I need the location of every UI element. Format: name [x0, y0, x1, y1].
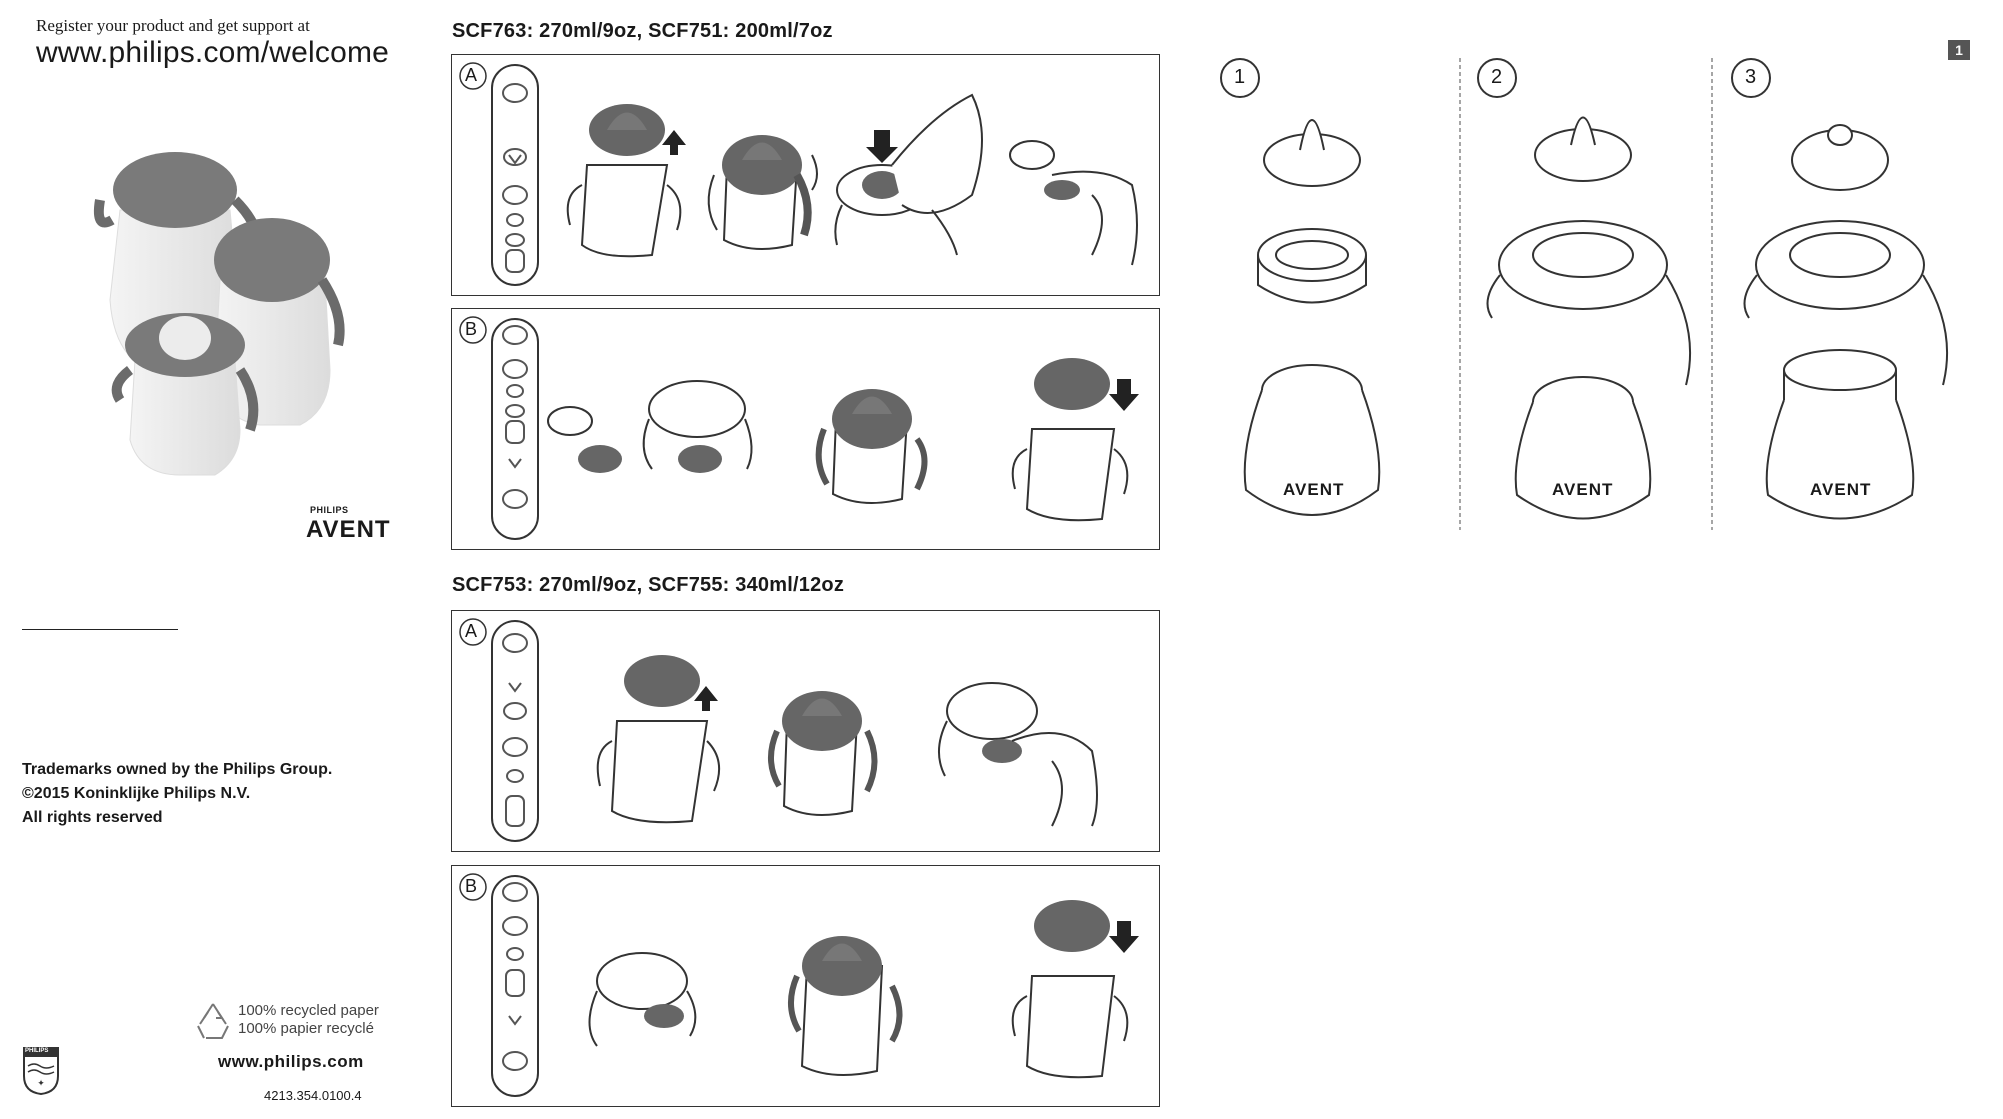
recycled-paper-fr: 100% papier recyclé — [238, 1020, 374, 1037]
section-title-1: SCF763: 270ml/9oz, SCF751: 200ml/7oz — [452, 20, 833, 42]
bottle-brand-3: AVENT — [1810, 480, 1872, 499]
part-number: 4213.354.0100.4 — [264, 1088, 362, 1103]
trademark-block — [22, 758, 332, 830]
section-title-2: SCF753: 270ml/9oz, SCF755: 340ml/12oz — [452, 574, 845, 596]
panel-1a — [451, 54, 1160, 296]
panel-2b-illustration — [452, 866, 1159, 1106]
bottle-brand-1: AVENT — [1283, 480, 1345, 499]
register-text: Register your product and get support at — [36, 16, 310, 35]
svg-text:✦: ✦ — [37, 1079, 45, 1089]
panel-2b — [451, 865, 1160, 1107]
recycle-notice — [192, 1000, 382, 1044]
panel-2a-letter: A — [465, 621, 478, 641]
panel-1a-illustration — [452, 55, 1159, 295]
divider-rule — [22, 629, 178, 630]
panel-1b — [451, 308, 1160, 550]
panel-2a — [451, 610, 1160, 852]
step-number-1: 1 — [1234, 66, 1246, 88]
welcome-url[interactable]: www.philips.com/welcome — [36, 36, 390, 69]
panel-1b-illustration — [452, 309, 1159, 549]
recycle-icon — [192, 1000, 234, 1042]
recycled-paper-en: 100% recycled paper — [238, 1002, 379, 1019]
brand-avent-logo: AVENT — [306, 516, 391, 543]
exploded-parts-illustration — [1200, 50, 1980, 540]
shield-label: PHILIPS — [25, 1048, 49, 1054]
page-number-badge: 1 — [1948, 40, 1970, 60]
rights-line: All rights reserved — [22, 809, 163, 826]
panel-1b-letter: B — [465, 319, 478, 339]
brand-philips-small: PHILIPS — [310, 505, 349, 515]
product-cups-illustration — [90, 140, 350, 480]
step-number-2: 2 — [1491, 66, 1503, 88]
step-number-3: 3 — [1745, 66, 1757, 88]
panel-2b-letter: B — [465, 876, 478, 896]
philips-url[interactable]: www.philips.com — [218, 1052, 364, 1071]
copyright-line: ©2015 Koninklijke Philips N.V. — [22, 785, 251, 802]
panel-2a-illustration — [452, 611, 1159, 851]
trademark-line: Trademarks owned by the Philips Group. — [22, 761, 333, 778]
panel-1a-letter: A — [465, 65, 478, 85]
bottle-brand-2: AVENT — [1552, 480, 1614, 499]
